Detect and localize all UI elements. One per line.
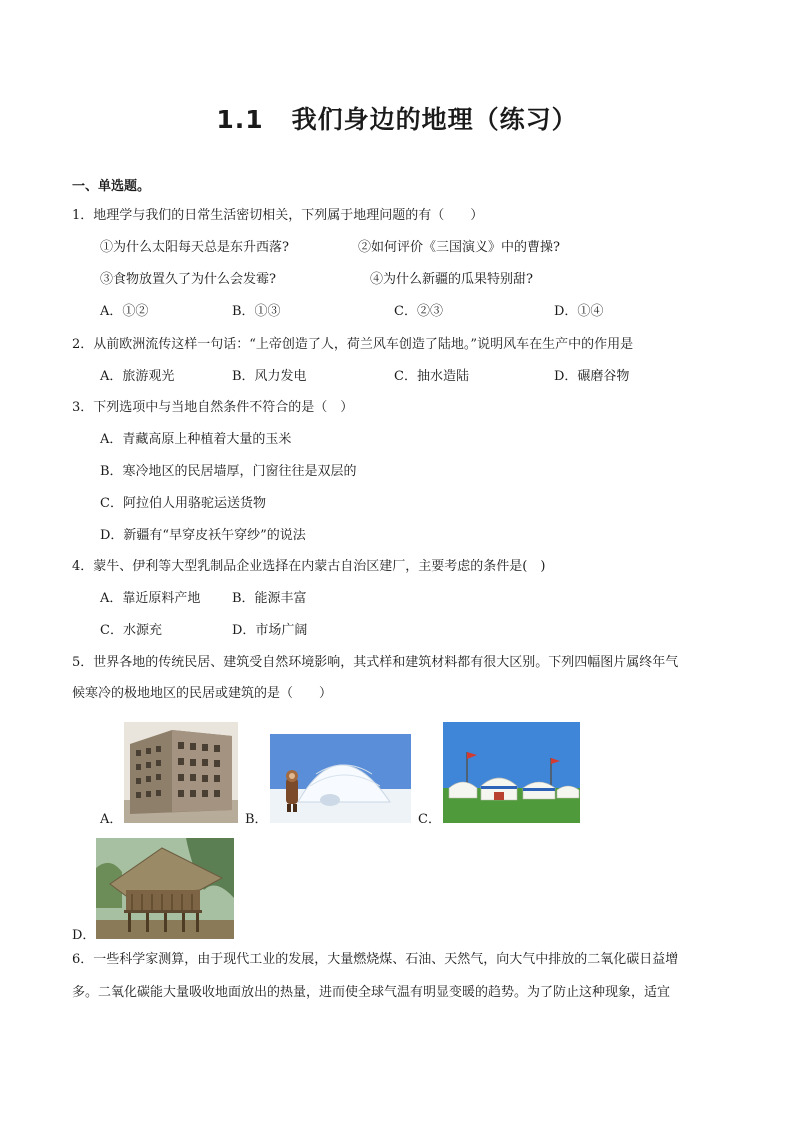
- q4-option-c[interactable]: C．水源充: [100, 623, 162, 638]
- q3-stem: 3．下列选项中与当地自然条件不符合的是（ ）: [72, 400, 354, 415]
- q3-option-b[interactable]: B．寒冷地区的民居墙厚，门窗往往是双层的: [100, 464, 357, 479]
- q5-stem-line-2: 候寒冷的极地地区的民居或建筑的是（ ）: [72, 686, 333, 701]
- q1-option-a[interactable]: A．①②: [100, 304, 149, 319]
- q6-line-2: 多。二氧化碳能大量吸收地面放出的热量，进而使全球气温有明显变暖的趋势。为了防止这种现象，适宜: [72, 985, 671, 1000]
- q3-option-c[interactable]: C．阿拉伯人用骆驼运送货物: [100, 496, 266, 511]
- q2-option-a[interactable]: A．旅游观光: [100, 369, 175, 384]
- q2-stem: 2．从前欧洲流传这样一句话：“上帝创造了人，荷兰风车创造了陆地。”说明风车在生产中的作用是: [72, 337, 634, 352]
- q3-option-a[interactable]: A．青藏高原上种植着大量的玉米: [100, 432, 292, 447]
- q2-option-b[interactable]: B．风力发电: [232, 369, 307, 384]
- q5-image-c[interactable]: [443, 722, 580, 823]
- q5-option-a-label[interactable]: A．: [100, 812, 123, 827]
- q5-image-b[interactable]: [270, 734, 411, 823]
- q1-stem: 1．地理学与我们的日常生活密切相关，下列属于地理问题的有（ ）: [72, 208, 484, 223]
- q5-image-a[interactable]: [124, 722, 238, 823]
- q1-item-3: ③食物放置久了为什么会发霉?: [100, 272, 276, 287]
- title-number: 1.1: [216, 105, 264, 134]
- q5-option-c-label[interactable]: C．: [418, 812, 441, 827]
- q1-item-1: ①为什么太阳每天总是东升西落?: [100, 240, 289, 255]
- q3-option-d[interactable]: D．新疆有“早穿皮袄午穿纱”的说法: [100, 528, 306, 543]
- q4-stem: 4．蒙牛、伊利等大型乳制品企业选择在内蒙古自治区建厂，主要考虑的条件是( ): [72, 559, 546, 574]
- q4-option-b[interactable]: B．能源丰富: [232, 591, 307, 606]
- q4-option-a[interactable]: A．靠近原料产地: [100, 591, 201, 606]
- q1-option-c[interactable]: C．②③: [394, 304, 443, 319]
- q2-option-c[interactable]: C．抽水造陆: [394, 369, 469, 384]
- q1-option-d[interactable]: D．①④: [554, 304, 604, 319]
- section-heading: 一、单选题。: [72, 179, 151, 194]
- title-text: 我们身边的地理（练习）: [291, 105, 578, 134]
- q5-stem-line-1: 5．世界各地的传统民居、建筑受自然环境影响，其式样和建筑材料都有很大区别。下列四幅图片属终年气: [72, 655, 679, 670]
- q5-image-d[interactable]: [96, 838, 234, 939]
- q1-option-b[interactable]: B．①③: [232, 304, 281, 319]
- page-title: [0, 100, 794, 136]
- q2-option-d[interactable]: D．碾磨谷物: [554, 369, 630, 384]
- q5-option-d-label[interactable]: D．: [72, 928, 96, 943]
- q4-option-d[interactable]: D．市场广阔: [232, 623, 308, 638]
- q5-option-b-label[interactable]: B．: [245, 812, 268, 827]
- q1-item-2: ②如何评价《三国演义》中的曹操?: [358, 240, 560, 255]
- q6-line-1: 6．一些科学家测算，由于现代工业的发展，大量燃烧煤、石油、天然气，向大气中排放的二氧化碳日益增: [72, 952, 679, 967]
- q1-item-4: ④为什么新疆的瓜果特别甜?: [370, 272, 533, 287]
